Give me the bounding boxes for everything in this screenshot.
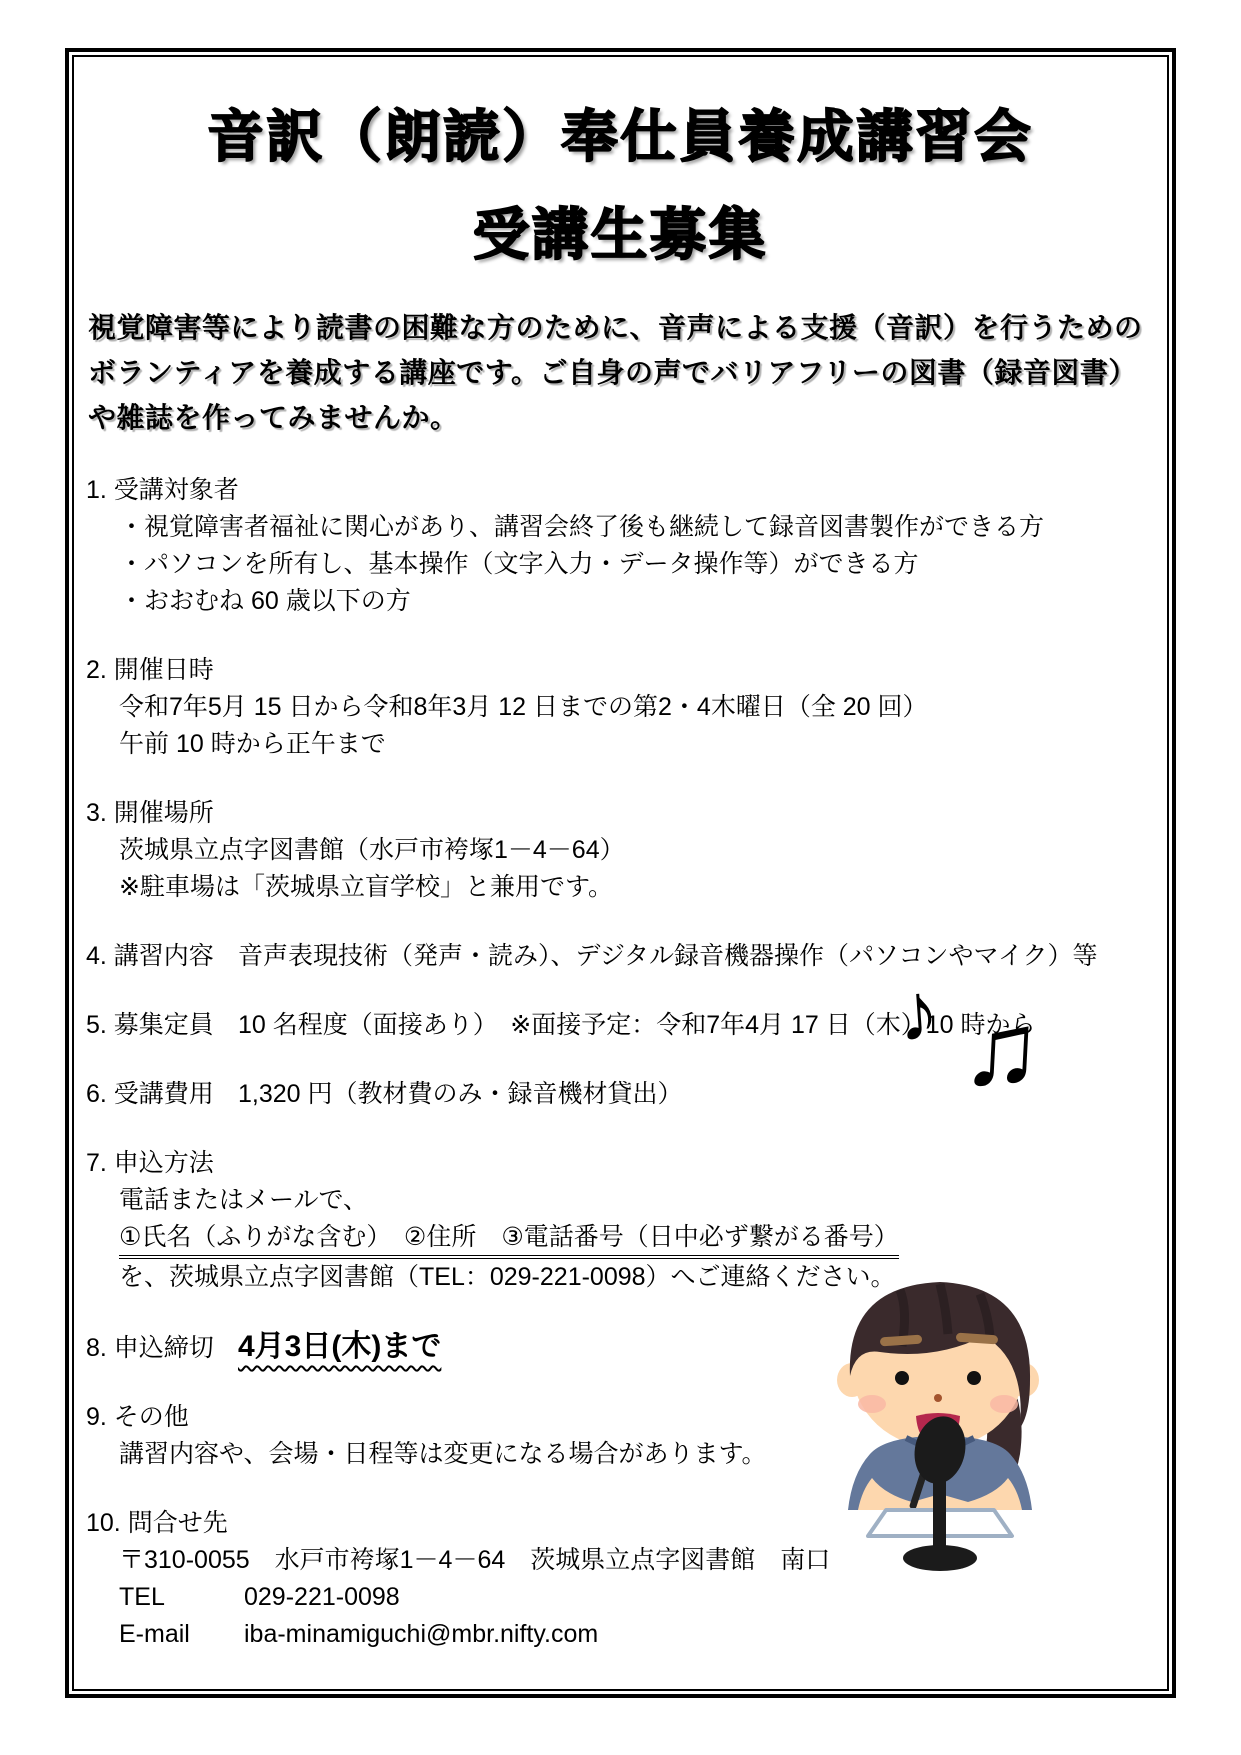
contact-address: 〒310-0055 水戸市袴塚1－4－64 茨城県立点字図書館 南口 <box>119 1546 831 1574</box>
flyer-subtitle: 受講生募集 <box>473 203 768 266</box>
section-heading: 7. 申込方法 <box>86 1149 214 1177</box>
section-1-target-audience <box>86 472 1155 620</box>
list-item: ・パソコンを所有し、基本操作（文字入力・データ操作等）ができる方 <box>119 550 919 578</box>
music-note-icon: ♫ <box>958 988 1045 1110</box>
list-item: 茨城県立点字図書館（水戸市袴塚1－4－64） <box>119 836 625 864</box>
section-heading: 10. 問合せ先 <box>86 1509 228 1537</box>
section-3-venue <box>86 795 1155 906</box>
section-heading: 3. 開催場所 <box>86 799 214 827</box>
intro-paragraph: 視覚障害等により読書の困難な方のために、音声による支援（音訳）を行うためのボランティアを養成する講座です。ご自身の声でバリアフリーの図書（録音図書）や雑誌を作ってみませんか。 <box>88 312 1143 433</box>
contact-tel-row <box>119 1579 1155 1616</box>
list-item: 講習内容や、会場・日程等は変更になる場合があります。 <box>119 1440 767 1468</box>
list-item: ※駐車場は「茨城県立盲学校」と兼用です。 <box>119 873 613 901</box>
music-note-icon: ♪ <box>894 965 943 1060</box>
section-heading: 8. 申込締切 <box>86 1334 214 1362</box>
section-heading: 6. 受講費用 <box>86 1080 214 1108</box>
section-2-date-time <box>86 652 1155 763</box>
section-value: 10 名程度（面接あり） ※面接予定：令和7年4月 17 日（木）10 時から <box>238 1011 1036 1039</box>
list-item: ・おおむね 60 歳以下の方 <box>119 587 411 615</box>
tel-number: 029-221-0098 <box>244 1583 400 1611</box>
deadline-value: 4月3日(木)まで <box>238 1330 442 1363</box>
section-heading: 4. 講習内容 <box>86 942 214 970</box>
tel-label: TEL <box>119 1583 165 1611</box>
email-label: E-mail <box>119 1620 190 1648</box>
section-value: 音声表現技術（発声・読み）、デジタル録音機器操作（パソコンやマイク）等 <box>238 942 1098 970</box>
section-value: 1,320 円（教材費のみ・録音機材貸出） <box>238 1080 683 1108</box>
flyer-title: 音訳（朗読）奉仕員養成講習会 <box>207 105 1034 168</box>
section-heading: 9. その他 <box>86 1403 189 1431</box>
list-item: を、茨城県立点字図書館（TEL：029-221-0098）へご連絡ください。 <box>119 1263 896 1291</box>
section-heading: 2. 開催日時 <box>86 656 214 684</box>
email-address: iba-minamiguchi@mbr.nifty.com <box>244 1620 599 1648</box>
section-heading: 1. 受講対象者 <box>86 476 239 504</box>
list-item: 午前 10 時から正午まで <box>119 730 386 758</box>
section-heading: 5. 募集定員 <box>86 1011 214 1039</box>
list-item: 電話またはメールで、 <box>119 1186 369 1214</box>
list-item: ・視覚障害者福祉に関心があり、講習会終了後も継続して録音図書製作ができる方 <box>119 513 1045 541</box>
contact-email-row <box>119 1616 1155 1653</box>
woman-reading-into-microphone-illustration <box>790 1238 1090 1583</box>
list-item: 令和7年5月 15 日から令和8年3月 12 日までの第2・4木曜日（全 20 回） <box>119 693 928 721</box>
section-4-course-content <box>86 938 1155 975</box>
required-info-underlined: ①氏名（ふりがな含む） ②住所 ③電話番号（日中必ず繋がる番号） <box>119 1222 899 1259</box>
